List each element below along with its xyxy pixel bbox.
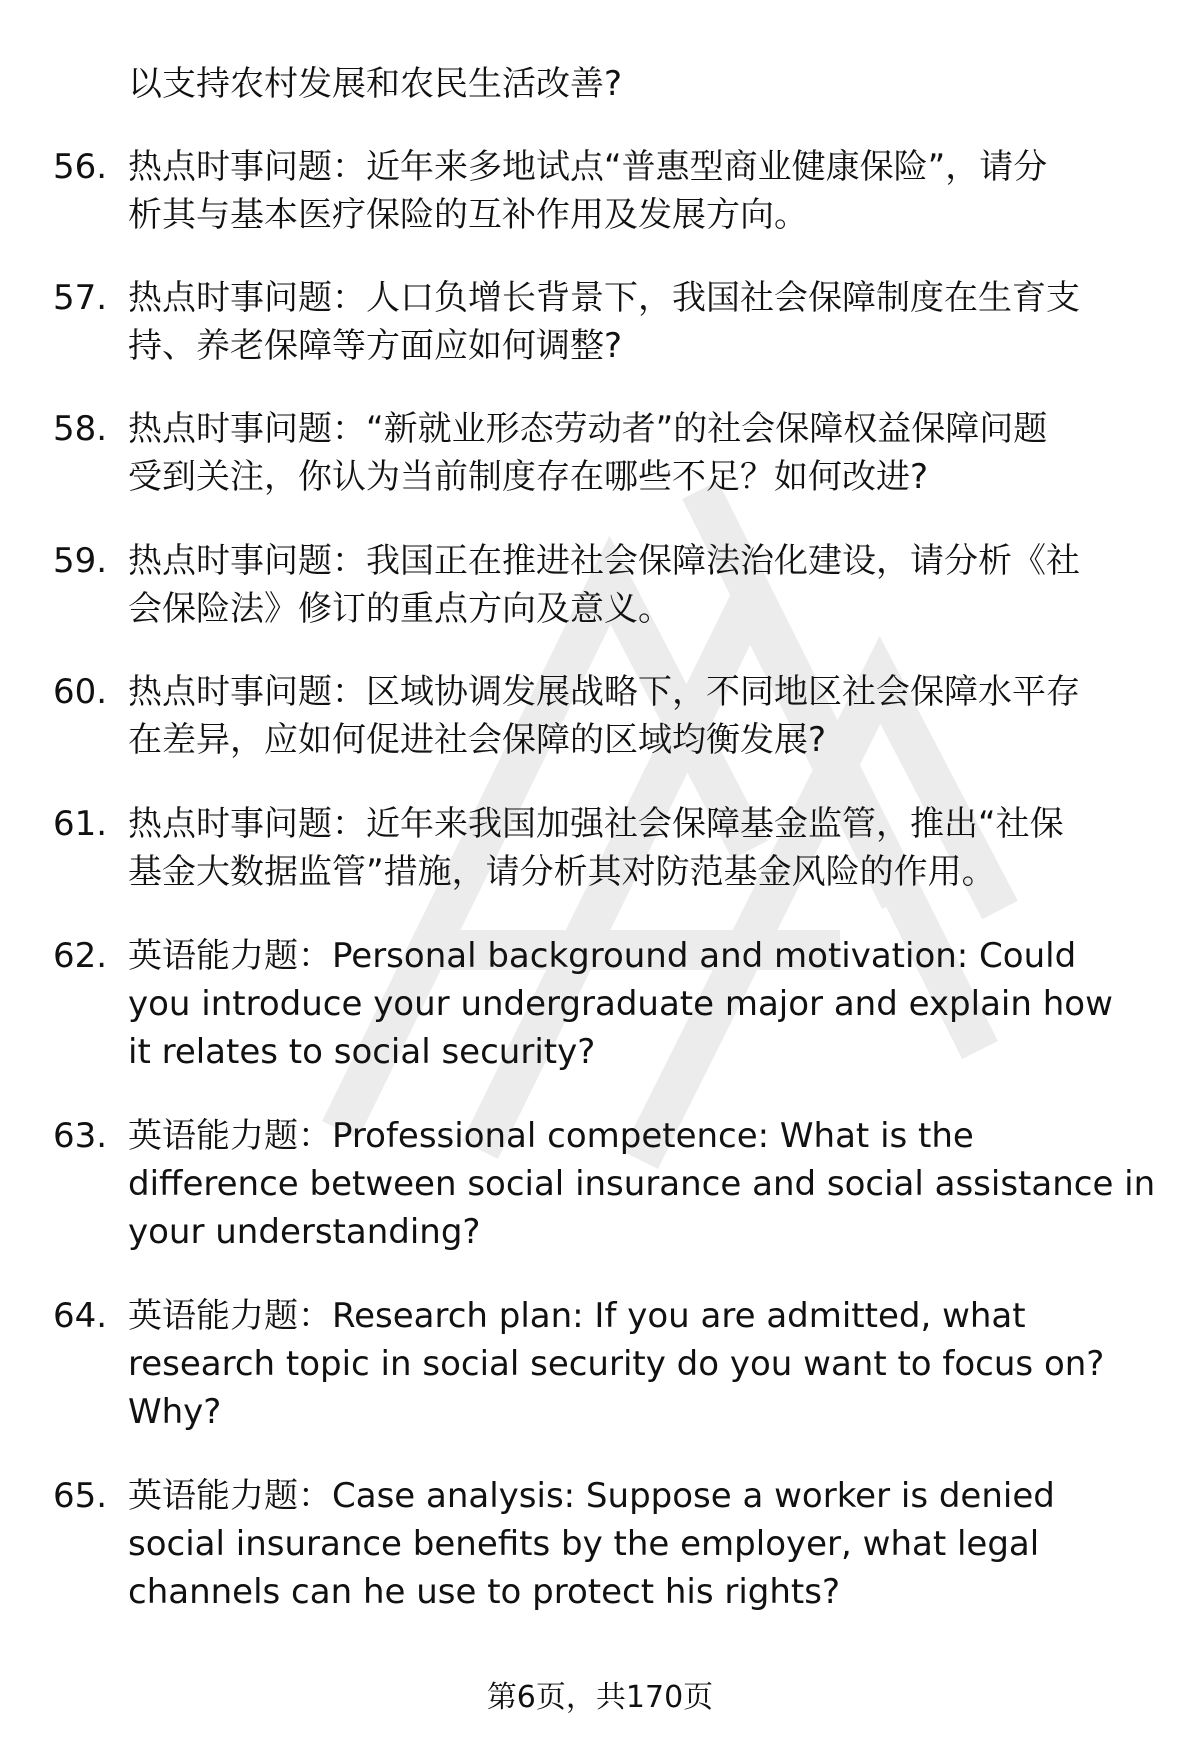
question-line: 热点时事问题：“新就业形态劳动者”的社会保障权益保障问题 <box>128 409 1048 449</box>
question-line: 在差异，应如何促进社会保障的区域均衡发展? <box>128 720 827 760</box>
question-line: you introduce your undergraduate major and explain how <box>128 984 1113 1024</box>
question-number: 65. <box>53 1476 108 1516</box>
question-line: channels can he use to protect his rights? <box>128 1572 841 1612</box>
question-line: social insurance benefits by the employer, what legal <box>128 1524 1040 1564</box>
question-number: 58. <box>53 409 108 449</box>
question-line: 英语能力题：Professional competence: What is the <box>128 1116 974 1156</box>
question-line: 受到关注，你认为当前制度存在哪些不足？如何改进? <box>128 457 929 497</box>
question-line: difference between social insurance and social assistance in <box>128 1164 1156 1204</box>
question-line: 热点时事问题：我国正在推进社会保障法治化建设，请分析《社 <box>128 541 1080 581</box>
question-number: 59. <box>53 541 108 581</box>
question-line: 热点时事问题：近年来多地试点“普惠型商业健康保险”，请分 <box>128 147 1048 187</box>
question-number: 62. <box>53 936 108 976</box>
question-line: 热点时事问题：近年来我国加强社会保障基金监管，推出“社保 <box>128 804 1064 844</box>
question-line: 英语能力题：Case analysis: Suppose a worker is denied <box>128 1476 1055 1516</box>
question-line: 会保险法》修订的重点方向及意义。 <box>128 589 672 629</box>
question-line: 基金大数据监管”措施，请分析其对防范基金风险的作用。 <box>128 852 996 892</box>
continuation-text: 以支持农村发展和农民生活改善? <box>128 64 623 104</box>
question-line: research topic in social security do you want to focus on? <box>128 1344 1105 1384</box>
question-number: 63. <box>53 1116 108 1156</box>
question-number: 57. <box>53 278 108 318</box>
question-line: your understanding? <box>128 1212 481 1252</box>
question-number: 61. <box>53 804 108 844</box>
question-line: 英语能力题：Research plan: If you are admitted, what <box>128 1296 1026 1336</box>
question-line: 析其与基本医疗保险的互补作用及发展方向。 <box>128 195 808 235</box>
question-number: 56. <box>53 147 108 187</box>
question-line: it relates to social security? <box>128 1032 596 1072</box>
question-line: 热点时事问题：人口负增长背景下，我国社会保障制度在生育支 <box>128 278 1080 318</box>
question-line: 英语能力题：Personal background and motivation: Could <box>128 936 1077 976</box>
question-line: 持、养老保障等方面应如何调整? <box>128 326 623 366</box>
question-line: 热点时事问题：区域协调发展战略下，不同地区社会保障水平存 <box>128 672 1080 712</box>
question-number: 64. <box>53 1296 108 1336</box>
page-number-footer: 第6页，共170页 <box>486 1680 714 1715</box>
question-line: Why? <box>128 1392 222 1432</box>
question-number: 60. <box>53 672 108 712</box>
